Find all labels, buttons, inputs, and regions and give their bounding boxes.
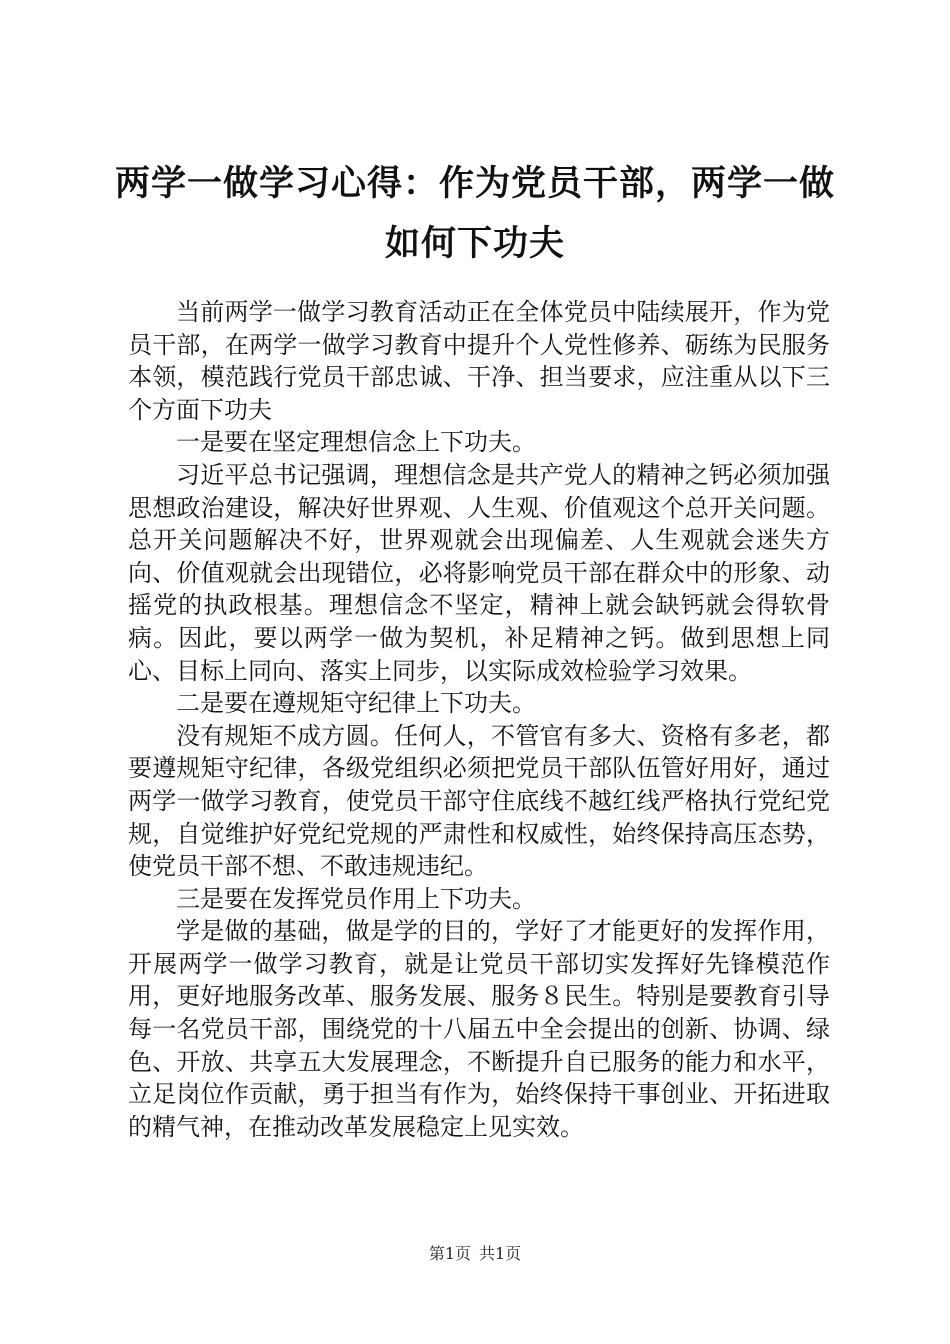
paragraph-section-1: 习近平总书记强调，理想信念是共产党人的精神之钙必须加强思想政治建设，解决好世界观、人生观、价值观这个总开关问题。总开关问题解决不好，世界观就会出现偏差、人生观就会迷失方向、价值观就会出现错位，必将影响党员干部在群众中的形象、动摇党的执政根基。理想信念不坚定，精神上就会缺钙就会得软骨病。因此，要以两学一做为契机，补足精神之钙。做到思想上同心、目标上同向、落实上同步，以实际成效检验学习效果。 <box>128 460 830 685</box>
page-number: 第1页 <box>428 1244 471 1263</box>
paragraph-section-3: 学是做的基础，做是学的目的，学好了才能更好的发挥作用，开展两学一做学习教育，就是让党员干部切实发挥好先锋模范作用，更好地服务改革、服务发展、服务８民生。特别是要教育引导每一名党员干部，围绕党的十八届五中全会提出的创新、协调、绿色、开放、共享五大发展理念，不断提升自已服务的能力和水平，立足岗位作贡献，勇于担当有作为，始终保持干事创业、开拓进取的精气神，在推动改革发展稳定上见实效。 <box>128 917 830 1141</box>
paragraph-heading-2: 二是要在遵规矩守纪律上下功夫。 <box>176 689 536 718</box>
document-body <box>128 296 830 1143</box>
paragraph-section-2: 没有规矩不成方圆。任何人，不管官有多大、资格有多老，都要遵规矩守纪律，各级党组织必须把党员干部队伍管好用好，通过两学一做学习教育，使党员干部守住底线不越红线严格执行党纪党规，自觉维护好党纪党规的严肃性和权威性，始终保持高压态势，使党员干部不想、不敢违规违纪。 <box>128 721 830 881</box>
document-title-line-1: 两学一做学习心得：作为党员干部，两学一做 <box>114 163 835 204</box>
page-total: 共1页 <box>479 1244 522 1263</box>
page-footer <box>0 1244 950 1264</box>
paragraph-heading-1: 一是要在坚定理想信念上下功夫。 <box>176 428 536 457</box>
paragraph-intro: 当前两学一做学习教育活动正在全体党员中陆续展开，作为党员干部，在两学一做学习教育中提升个人党性修养、砺练为民服务本领，模范践行党员干部忠诚、干净、担当要求，应注重从以下三个方面下功夫 <box>128 298 830 424</box>
document-title-line-2: 如何下功夫 <box>384 223 565 264</box>
paragraph-heading-3: 三是要在发挥党员作用上下功夫。 <box>176 884 536 913</box>
